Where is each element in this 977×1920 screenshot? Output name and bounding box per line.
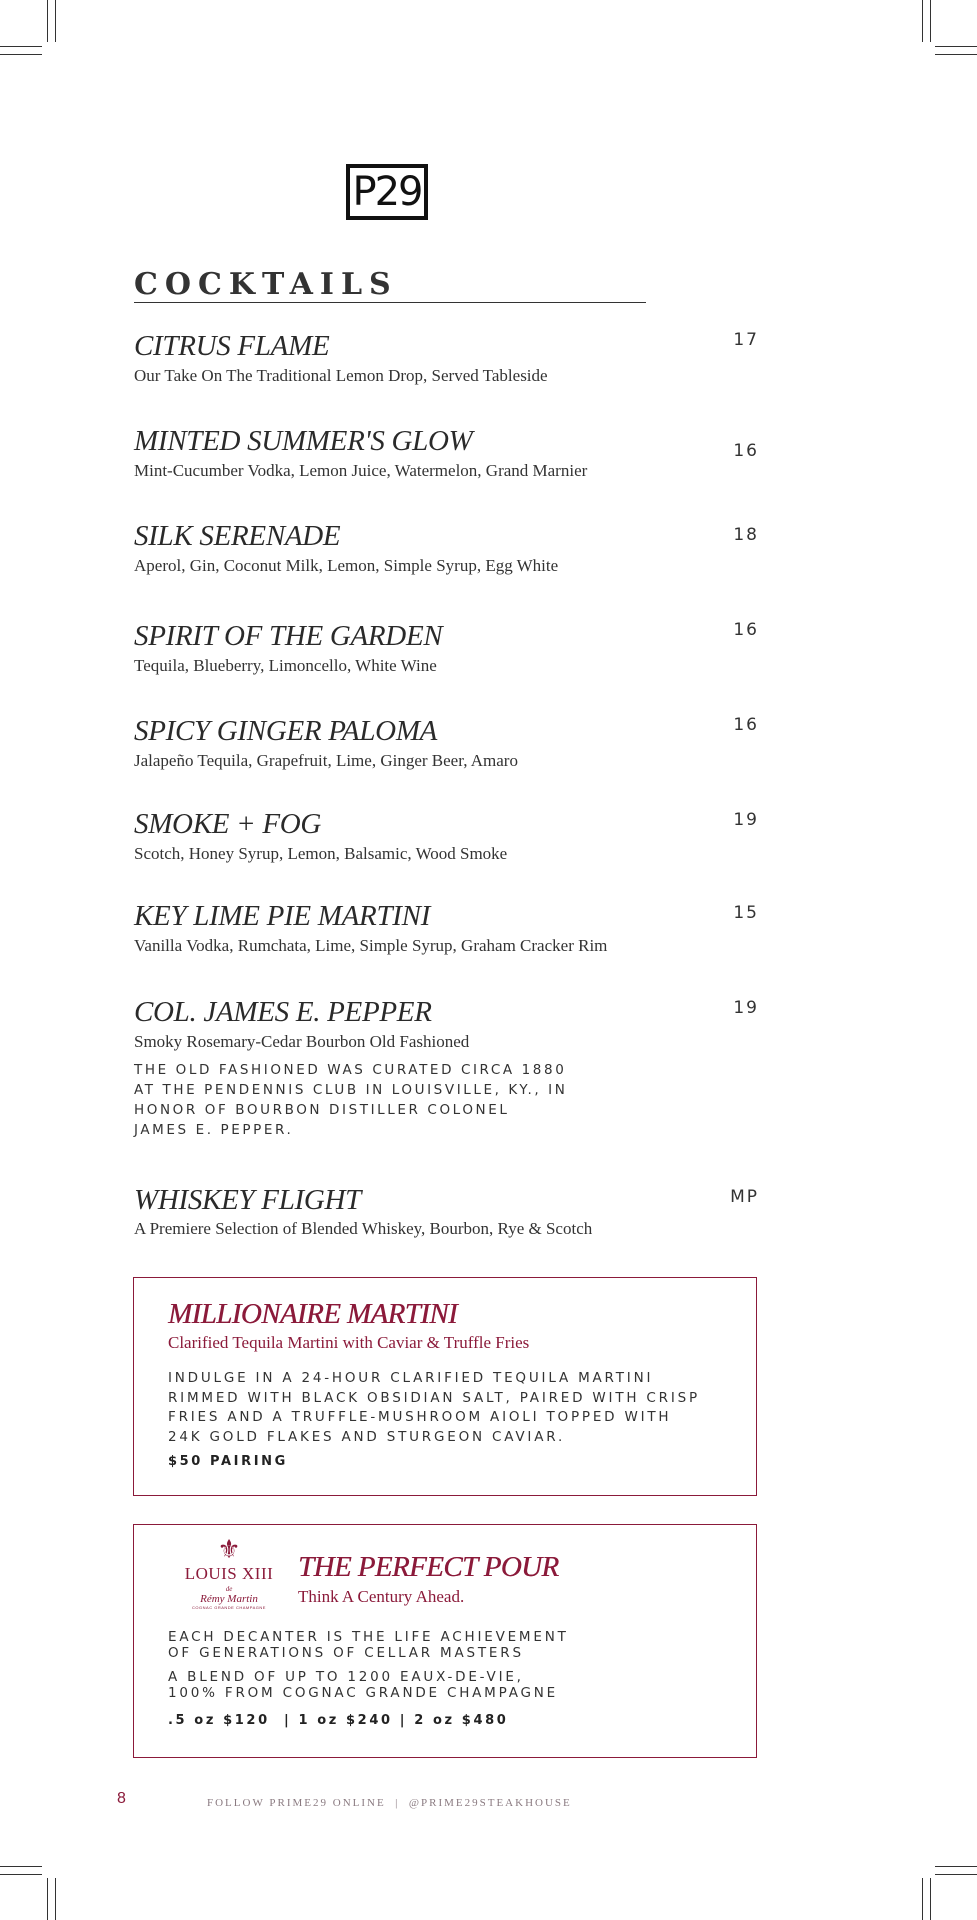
crop-mark bbox=[0, 46, 42, 47]
crop-mark bbox=[922, 1878, 923, 1920]
item-name: CITRUS FLAME bbox=[134, 330, 330, 362]
item-name: KEY LIME PIE MARTINI bbox=[134, 900, 431, 932]
item-name: WHISKEY FLIGHT bbox=[134, 1184, 362, 1216]
item-description: Our Take On The Traditional Lemon Drop, Served Tableside bbox=[134, 366, 548, 385]
perfect-pour-box bbox=[133, 1524, 757, 1758]
feature-description bbox=[168, 1669, 558, 1701]
item-description: A Premiere Selection of Blended Whiskey, Bourbon, Rye & Scotch bbox=[134, 1219, 593, 1238]
item-price: 15 bbox=[733, 903, 759, 923]
fleur-de-lis-icon: ⚜ bbox=[217, 1535, 241, 1564]
page-number: 8 bbox=[117, 1790, 126, 1807]
item-price: 16 bbox=[733, 620, 759, 640]
feature-title: THE PERFECT POUR bbox=[298, 1551, 559, 1583]
crop-mark bbox=[935, 46, 977, 47]
item-description: Vanilla Vodka, Rumchata, Lime, Simple Syrup, Graham Cracker Rim bbox=[134, 936, 608, 955]
item-description: Jalapeño Tequila, Grapefruit, Lime, Ginger Beer, Amaro bbox=[134, 751, 518, 770]
crop-mark bbox=[930, 1878, 931, 1920]
crop-mark bbox=[47, 0, 48, 42]
section-title: COCKTAILS bbox=[134, 268, 646, 303]
description-line: 100% FROM COGNAC GRANDE CHAMPAGNE bbox=[168, 1685, 558, 1701]
prime29-logo bbox=[346, 164, 428, 220]
logo-text: P29 bbox=[352, 169, 422, 215]
item-description: Tequila, Blueberry, Limoncello, White Wine bbox=[134, 656, 437, 675]
story-line: THE OLD FASHIONED WAS CURATED CIRCA 1880 bbox=[134, 1062, 567, 1078]
crop-mark bbox=[47, 1878, 48, 1920]
millionaire-martini-box bbox=[133, 1277, 757, 1496]
feature-description bbox=[168, 1629, 569, 1661]
louis-xiii-logo bbox=[174, 1537, 284, 1617]
story-line: AT THE PENDENNIS CLUB IN LOUISVILLE, KY., IN bbox=[134, 1082, 568, 1098]
crop-mark bbox=[0, 1874, 42, 1875]
crop-mark bbox=[55, 0, 56, 42]
feature-description bbox=[168, 1369, 700, 1447]
description-line: FRIES AND A TRUFFLE-MUSHROOM AIOLI TOPPED WITH bbox=[168, 1409, 672, 1425]
feature-subtitle: Think A Century Ahead. bbox=[298, 1587, 465, 1606]
description-line: 24K GOLD FLAKES AND STURGEON CAVIAR. bbox=[168, 1428, 566, 1445]
description-line: RIMMED WITH BLACK OBSIDIAN SALT, PAIRED WITH CRISP bbox=[168, 1389, 700, 1406]
logo-signature: Rémy Martin bbox=[200, 1593, 258, 1605]
item-price: 16 bbox=[733, 441, 759, 461]
description-line: A BLEND OF UP TO 1200 EAUX-DE-VIE, bbox=[168, 1669, 524, 1685]
crop-mark bbox=[930, 0, 931, 42]
logo-name: LOUIS XIII bbox=[184, 1564, 274, 1583]
crop-mark bbox=[935, 1866, 977, 1867]
item-price: MP bbox=[730, 1187, 759, 1207]
pairing-price: $50 PAIRING bbox=[168, 1454, 288, 1469]
item-name: MINTED SUMMER'S GLOW bbox=[134, 425, 473, 457]
crop-mark bbox=[55, 1878, 56, 1920]
item-description: Smoky Rosemary-Cedar Bourbon Old Fashioned bbox=[134, 1032, 470, 1051]
item-description: Scotch, Honey Syrup, Lemon, Balsamic, Wood Smoke bbox=[134, 844, 508, 863]
crop-mark bbox=[935, 1874, 977, 1875]
item-name: COL. JAMES E. PEPPER bbox=[134, 996, 432, 1028]
description-line: EACH DECANTER IS THE LIFE ACHIEVEMENT bbox=[168, 1629, 569, 1645]
crop-mark bbox=[922, 0, 923, 42]
pour-pricing: .5 oz $120 | 1 oz $240 | 2 oz $480 bbox=[168, 1713, 509, 1728]
item-price: 17 bbox=[733, 330, 759, 350]
item-price: 19 bbox=[733, 998, 759, 1018]
description-line: INDULGE IN A 24-HOUR CLARIFIED TEQUILA MARTINI bbox=[168, 1370, 654, 1386]
item-price: 16 bbox=[733, 715, 759, 735]
crop-mark bbox=[0, 54, 42, 55]
story-line: HONOR OF BOURBON DISTILLER COLONEL bbox=[134, 1102, 510, 1118]
crop-mark bbox=[935, 54, 977, 55]
item-price: 19 bbox=[733, 810, 759, 830]
logo-de: de bbox=[225, 1585, 233, 1593]
story-line: JAMES E. PEPPER. bbox=[134, 1122, 294, 1138]
item-description: Aperol, Gin, Coconut Milk, Lemon, Simple Syrup, Egg White bbox=[134, 556, 559, 575]
item-name: SMOKE + FOG bbox=[134, 808, 322, 840]
crop-mark bbox=[0, 1866, 42, 1867]
item-name: SPICY GINGER PALOMA bbox=[134, 715, 438, 747]
item-story bbox=[134, 1060, 604, 1140]
feature-subtitle: Clarified Tequila Martini with Caviar & Truffle Fries bbox=[168, 1333, 530, 1352]
item-description: Mint-Cucumber Vodka, Lemon Juice, Watermelon, Grand Marnier bbox=[134, 461, 588, 480]
footer-social: FOLLOW PRIME29 ONLINE | @PRIME29STEAKHOUSE bbox=[207, 1797, 572, 1809]
logo-tagline: COGNAC GRANDE CHAMPAGNE bbox=[192, 1605, 266, 1610]
item-name: SPIRIT OF THE GARDEN bbox=[134, 620, 443, 652]
feature-title: MILLIONAIRE MARTINI bbox=[168, 1298, 458, 1330]
description-line: OF GENERATIONS OF CELLAR MASTERS bbox=[168, 1645, 524, 1661]
item-name: SILK SERENADE bbox=[134, 520, 341, 552]
item-price: 18 bbox=[733, 525, 759, 545]
